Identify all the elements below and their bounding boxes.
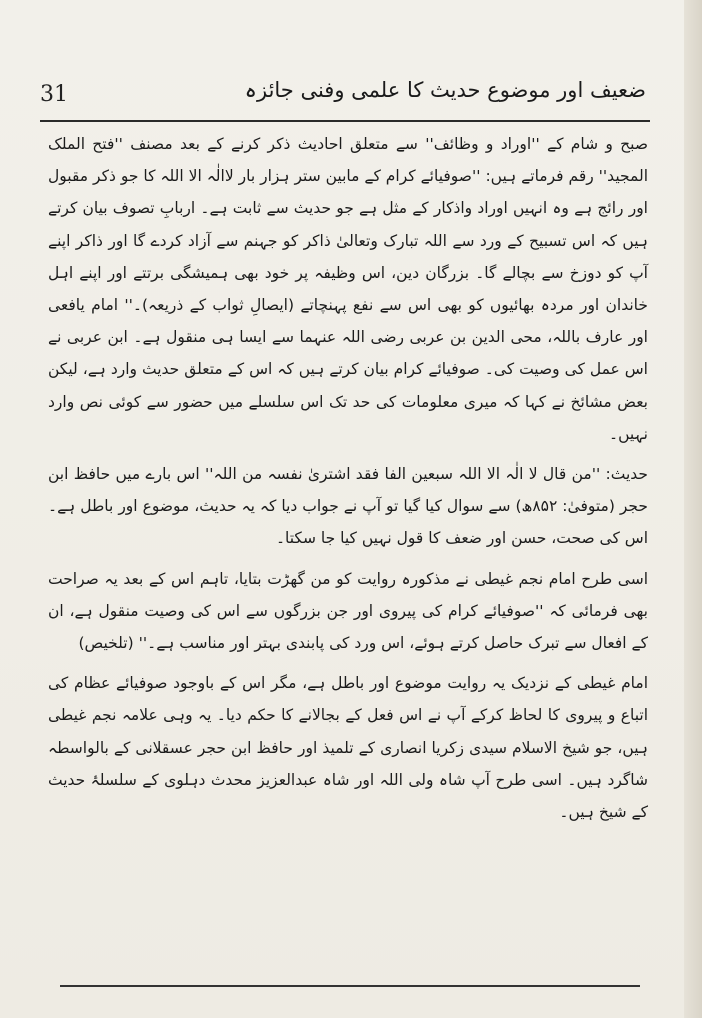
paragraph-1: صبح و شام کے ''اوراد و وظائف'' سے متعلق احادیث ذکر کرنے کے بعد مصنف ''فتح الملک المجید'' رقم فرماتے ہیں: ''صوفیائے کرام کے مابین ستر ہزار بار لاالٰہ الا اللہ کا جو ذکر مقبول اور رائج ہے وہ انہیں اوراد واذکار کے مثل ہے جو حدیث سے ثابت ہے۔ اربابِ تصوف بیان کرتے ہیں کہ اس تسبیح کے ورد سے اللہ تبارک وتعالیٰ ذاکر کو جہنم سے آزاد کردے گا اور ذاکر اپنے آپ کو دوزخ سے بچالے گا۔ بزرگان دین، اس وظیفہ پر خود بھی ہمیشگی برتتے اور اپنے اہل خاندان اور مردہ بھائیوں کو بھی اس سے نفع پہنچاتے (ایصالِ ثواب کے ذریعہ)۔'' امام یافعی اور عارف باللہ، محی الدین بن عربی رضی اللہ عنہما سے ایسا ہی منقول ہے۔ ابن عربی نے اس عمل کی وصیت کی۔ صوفیائے کرام بیان کرتے ہیں کہ اس کے متعلق حدیث وارد ہے، لیکن بعض مشائخ نے کہا کہ میری معلومات کی حد تک اس سلسلے میں حضور سے کوئی نص وارد نہیں۔ (48, 135, 648, 443)
paragraph-2: حدیث: ''من قال لا الٰہ الا اللہ سبعین الفا فقد اشتریٰ نفسہ من اللہ'' اس بارے میں حافظ ابن حجر (متوفیٰ: ۸۵۲ھ) سے سوال کیا گیا تو آپ نے جواب دیا کہ یہ حدیث، موضوع اور باطل ہے۔ اس کی صحت، حسن اور ضعف کا قول نہیں کیا جا سکتا۔ (48, 465, 649, 548)
paragraph-3: اسی طرح امام نجم غیطی نے مذکورہ روایت کو من گھڑت بتایا، تاہم اس کے بعد یہ صراحت بھی فرمائی کہ ''صوفیائے کرام کی پیروی اور جن بزرگوں سے اس کی وصیت منقول ہے، ان کے افعال سے تبرک حاصل کرتے ہوئے، اس ورد کی پابندی بہتر اور مناسب ہے۔'' (تلخیص) (48, 569, 648, 653)
footer-rule (60, 985, 640, 987)
header-rule (40, 120, 650, 122)
book-title: ضعیف اور موضوع حدیث کا علمی وفنی جائزہ (244, 78, 646, 102)
page-body (48, 128, 648, 828)
page-edge-shadow (684, 0, 702, 1018)
page-number: 31 (40, 82, 68, 107)
running-head (40, 78, 646, 118)
paragraph-4: امام غیطی کے نزدیک یہ روایت موضوع اور باطل ہے، مگر اس کے باوجود صوفیائے عظام کی اتباع و پیروی کا لحاظ کرکے آپ نے اس فعل کے بجالانے کا حکم دیا۔ یہ وہی علامہ نجم غیطی ہیں، جو شیخ الاسلام سیدی زکریا انصاری کے تلمیذ اور حافظ ابن حجر عسقلانی کے بالواسطہ شاگرد ہیں۔ اسی طرح آپ شاہ ولی اللہ اور شاہ عبدالعزیز محدث دہلوی کے سلسلۂ حدیث کے شیخ ہیں۔ (48, 674, 648, 822)
